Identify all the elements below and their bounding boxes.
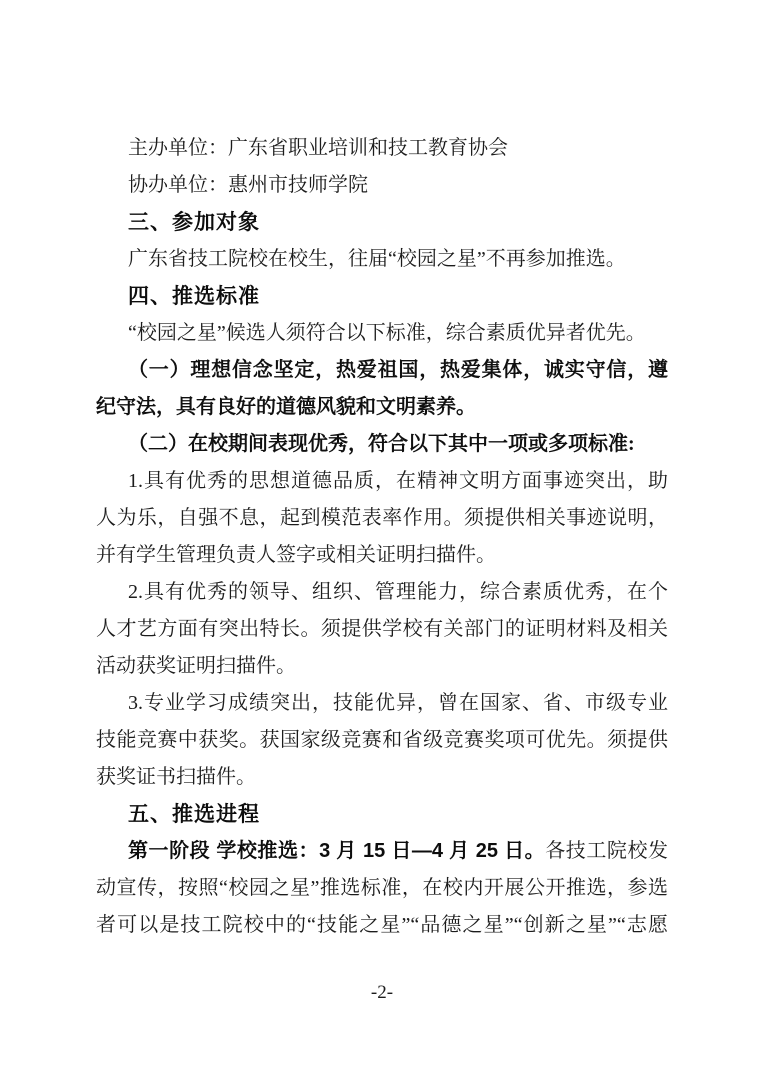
text-line: [96, 500, 668, 537]
text-line: [96, 537, 668, 574]
text-run: 3.专业学习成绩突出，技能优异，曾在国家、省、市级专业: [128, 692, 668, 714]
text-line: [96, 389, 668, 426]
text-run: 各技工院校发: [545, 840, 668, 862]
text-line: [96, 167, 668, 204]
text-run: 主办单位：广东省职业培训和技工教育协会: [128, 137, 508, 159]
text-line: [96, 907, 668, 944]
text-run: （一）理想信念坚定，热爱祖国，热爱集体，诚实守信，遵: [128, 359, 668, 381]
text-line: [96, 463, 668, 500]
text-line: [96, 870, 668, 907]
text-line: [96, 241, 668, 278]
text-run: 广东省技工院校在校生，往届“校园之星”不再参加推选。: [128, 248, 626, 270]
text-line: [96, 611, 668, 648]
text-run: 人才艺方面有突出特长。须提供学校有关部门的证明材料及相关: [96, 618, 668, 640]
text-line: [96, 574, 668, 611]
text-line: [96, 426, 668, 463]
text-run: （二）在校期间表现优秀，符合以下其中一项或多项标准:: [128, 433, 635, 455]
text-run: 2.具有优秀的领导、组织、管理能力，综合素质优秀，在个: [128, 581, 668, 603]
text-run: 获奖证书扫描件。: [96, 766, 256, 788]
text-run: 纪守法，具有良好的道德风貌和文明素养。: [96, 396, 476, 418]
text-line: [96, 315, 668, 352]
text-line: [96, 685, 668, 722]
text-run: 第一阶段 学校推选：3 月 15 日—4 月 25 日。: [128, 840, 546, 862]
text-run: “校园之星”候选人须符合以下标准，综合素质优异者优先。: [128, 322, 646, 344]
text-line: [96, 833, 668, 870]
text-line: [96, 648, 668, 685]
text-line: [96, 759, 668, 796]
page-number: -2-: [370, 982, 394, 1003]
text-line: [96, 204, 668, 241]
text-line: [96, 352, 668, 389]
text-run: 人为乐，自强不息，起到模范表率作用。须提供相关事迹说明，: [96, 507, 668, 529]
text-run: 三、参加对象: [128, 211, 260, 234]
text-run: 技能竞赛中获奖。获国家级竞赛和省级竞赛奖项可优先。须提供: [96, 729, 668, 751]
text-run: 协办单位：惠州市技师学院: [128, 174, 368, 196]
text-line: [96, 278, 668, 315]
text-run: 并有学生管理负责人签字或相关证明扫描件。: [96, 544, 496, 566]
text-run: 五、推选进程: [128, 803, 260, 826]
text-run: 1.具有优秀的思想道德品质，在精神文明方面事迹突出，助: [128, 470, 668, 492]
text-run: 者可以是技工院校中的“技能之星”“品德之星”“创新之星”“志愿: [96, 914, 668, 936]
text-run: 四、推选标准: [128, 285, 260, 308]
text-line: [96, 722, 668, 759]
text-run: 动宣传，按照“校园之星”推选标准，在校内开展公开推选，参选: [96, 877, 668, 899]
text-run: 活动获奖证明扫描件。: [96, 655, 296, 677]
text-line: [96, 796, 668, 833]
document-body: [96, 130, 668, 944]
text-line: [96, 130, 668, 167]
